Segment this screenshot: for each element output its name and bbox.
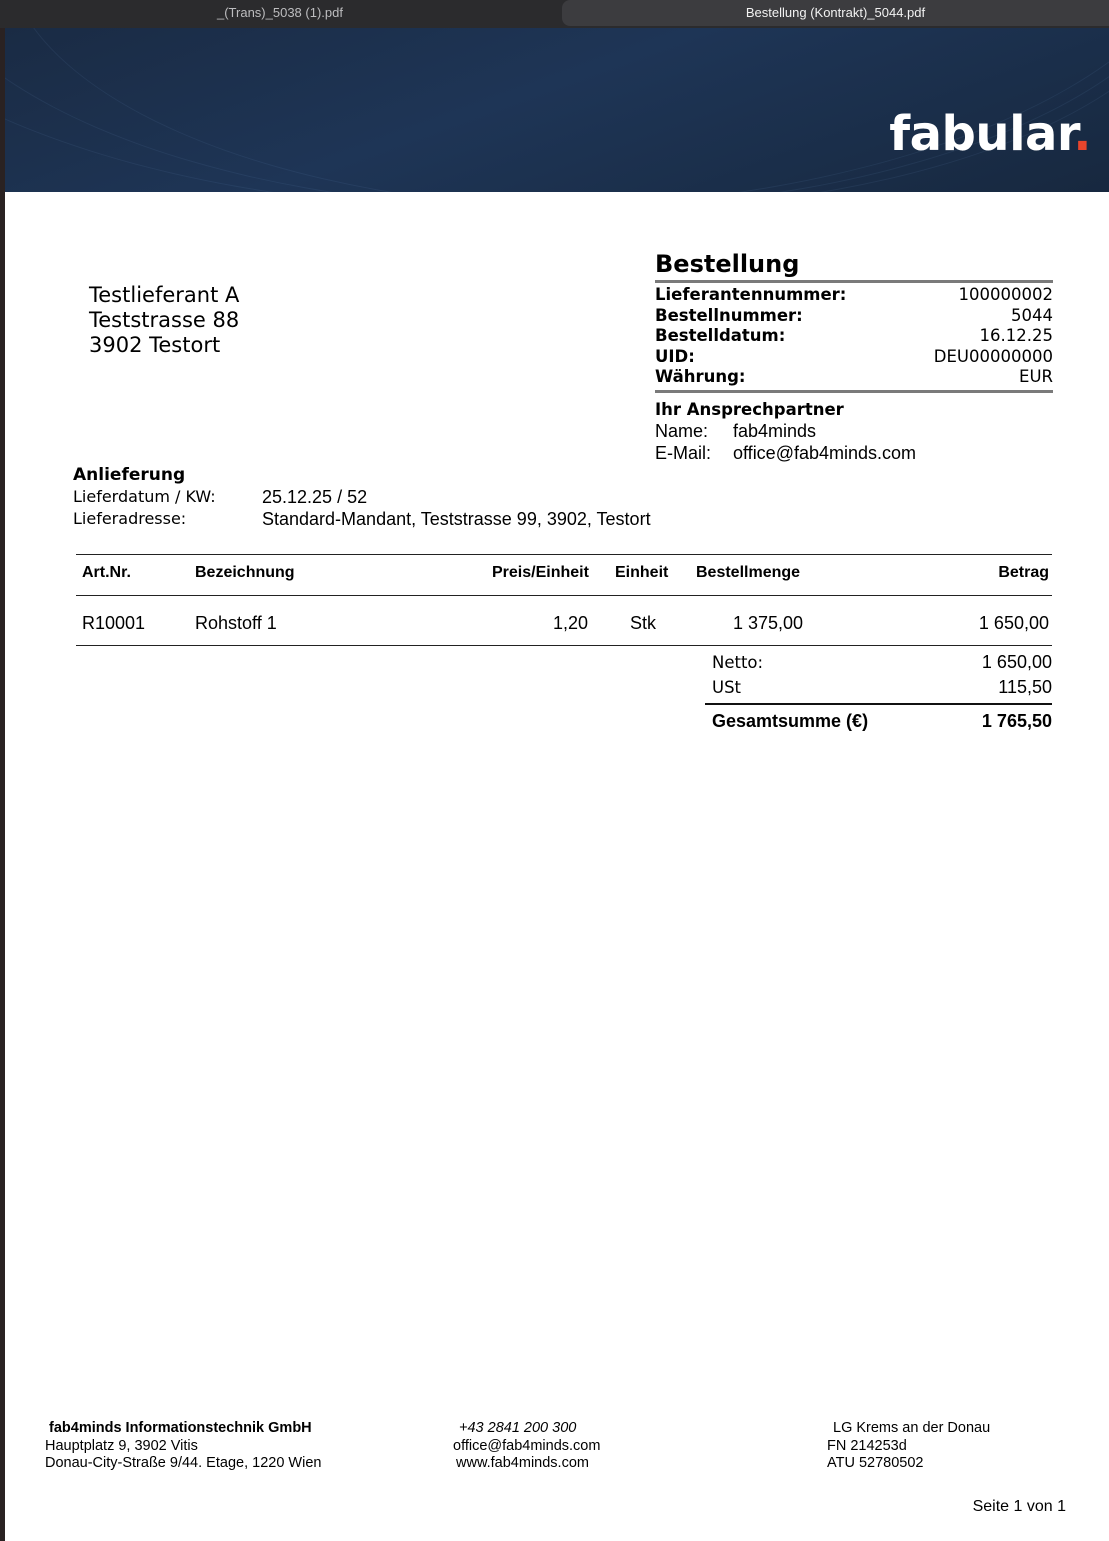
order-fields xyxy=(655,283,1053,393)
footer-phone: +43 2841 200 300 xyxy=(459,1420,577,1436)
net-row xyxy=(705,650,1052,675)
order-field-order-no xyxy=(655,306,1053,327)
cell-quantity: 1 375,00 xyxy=(733,613,804,633)
order-field-supplier-no xyxy=(655,285,1053,306)
grand-total-row xyxy=(705,703,1052,732)
field-label: Währung: xyxy=(655,367,746,386)
contact-name-label: Name: xyxy=(655,420,709,441)
logo-text: fabular xyxy=(889,106,1074,162)
col-header-quantity: Bestellmenge xyxy=(696,564,801,581)
footer-email: office@fab4minds.com xyxy=(453,1437,601,1454)
order-title: Bestellung xyxy=(655,248,1053,283)
footer-registry xyxy=(827,1420,990,1473)
col-header-unit-price: Preis/Einheit xyxy=(492,564,589,581)
footer-contact xyxy=(453,1420,600,1473)
field-value: DEU00000000 xyxy=(933,346,1053,366)
delivery-info xyxy=(73,464,651,530)
contact-title: Ihr Ansprechpartner xyxy=(655,399,844,419)
fabular-logo xyxy=(889,106,1091,162)
logo-dot: . xyxy=(1073,106,1091,162)
footer-company-address1: Hauptplatz 9, 3902 Vitis xyxy=(45,1437,198,1454)
supplier-name: Testlieferant A xyxy=(89,283,240,307)
tab-trans-5038[interactable]: _(Trans)_5038 (1).pdf xyxy=(217,5,343,20)
footer-company xyxy=(45,1420,321,1473)
order-field-uid xyxy=(655,347,1053,368)
vat-row xyxy=(705,675,1052,700)
supplier-address xyxy=(89,283,239,358)
cell-amount: 1 650,00 xyxy=(978,613,1049,633)
contact-name-row xyxy=(655,420,1053,442)
field-value: 16.12.25 xyxy=(979,326,1053,345)
col-header-description: Bezeichnung xyxy=(195,564,295,581)
delivery-date: 25.12.25 / 52 xyxy=(262,487,368,507)
contact-email-row xyxy=(655,442,1053,464)
delivery-address-label: Lieferadresse: xyxy=(73,509,187,528)
net-label: Netto: xyxy=(712,653,764,672)
delivery-date-label: Lieferdatum / KW: xyxy=(73,487,216,506)
contact-name: fab4minds xyxy=(733,420,817,441)
field-label: Bestellnummer: xyxy=(655,305,803,325)
supplier-city: 3902 Testort xyxy=(89,333,221,357)
footer-atu: ATU 52780502 xyxy=(827,1455,924,1471)
order-info xyxy=(655,248,1053,464)
tab-bar xyxy=(0,0,1109,28)
page-number: Seite 1 von 1 xyxy=(972,1498,1066,1515)
field-label: Bestelldatum: xyxy=(655,326,786,345)
supplier-street: Teststrasse 88 xyxy=(89,308,240,332)
delivery-address: Standard-Mandant, Teststrasse 99, 3902, Testort xyxy=(262,509,651,529)
order-field-order-date xyxy=(655,326,1053,347)
tab-bestellung-5044[interactable]: Bestellung (Kontrakt)_5044.pdf xyxy=(562,0,1109,26)
pdf-page xyxy=(5,28,1109,1541)
contact-email[interactable]: office@fab4minds.com xyxy=(733,442,917,463)
order-table xyxy=(76,554,1052,646)
net-value: 1 650,00 xyxy=(981,652,1052,672)
col-header-amount: Betrag xyxy=(998,564,1049,581)
cell-description: Rohstoff 1 xyxy=(195,613,277,633)
footer-court: LG Krems an der Donau xyxy=(833,1420,991,1436)
cell-unit: Stk xyxy=(630,613,657,633)
footer-website: www.fab4minds.com xyxy=(456,1455,589,1471)
field-label: UID: xyxy=(655,346,695,366)
vat-label: USt xyxy=(712,678,742,697)
field-value: EUR xyxy=(1019,367,1053,386)
footer-fn: FN 214253d xyxy=(827,1437,907,1454)
grand-total-value: 1 765,50 xyxy=(981,711,1052,731)
cell-artnr: R10001 xyxy=(82,613,146,633)
grand-total-label: Gesamtsumme (€) xyxy=(712,711,869,731)
footer-company-address2: Donau-City-Straße 9/44. Etage, 1220 Wien xyxy=(45,1455,322,1471)
col-header-unit: Einheit xyxy=(615,564,669,581)
footer-company-name: fab4minds Informationstechnik GmbH xyxy=(49,1420,312,1436)
delivery-date-row xyxy=(73,486,651,508)
field-value: 5044 xyxy=(1011,305,1053,325)
delivery-title: Anlieferung xyxy=(73,465,186,485)
vat-value: 115,50 xyxy=(998,677,1052,697)
order-field-currency xyxy=(655,367,1053,388)
cell-unit-price: 1,20 xyxy=(552,613,588,633)
delivery-address-row xyxy=(73,508,651,530)
totals xyxy=(705,650,1052,732)
field-label: Lieferantennummer: xyxy=(655,285,847,304)
contact-person xyxy=(655,399,1053,464)
field-value: 100000002 xyxy=(958,285,1053,304)
col-header-artnr: Art.Nr. xyxy=(82,564,131,581)
header-banner xyxy=(5,28,1109,192)
table-row xyxy=(76,596,1052,646)
table-header xyxy=(76,554,1052,596)
contact-email-label: E-Mail: xyxy=(655,442,712,463)
